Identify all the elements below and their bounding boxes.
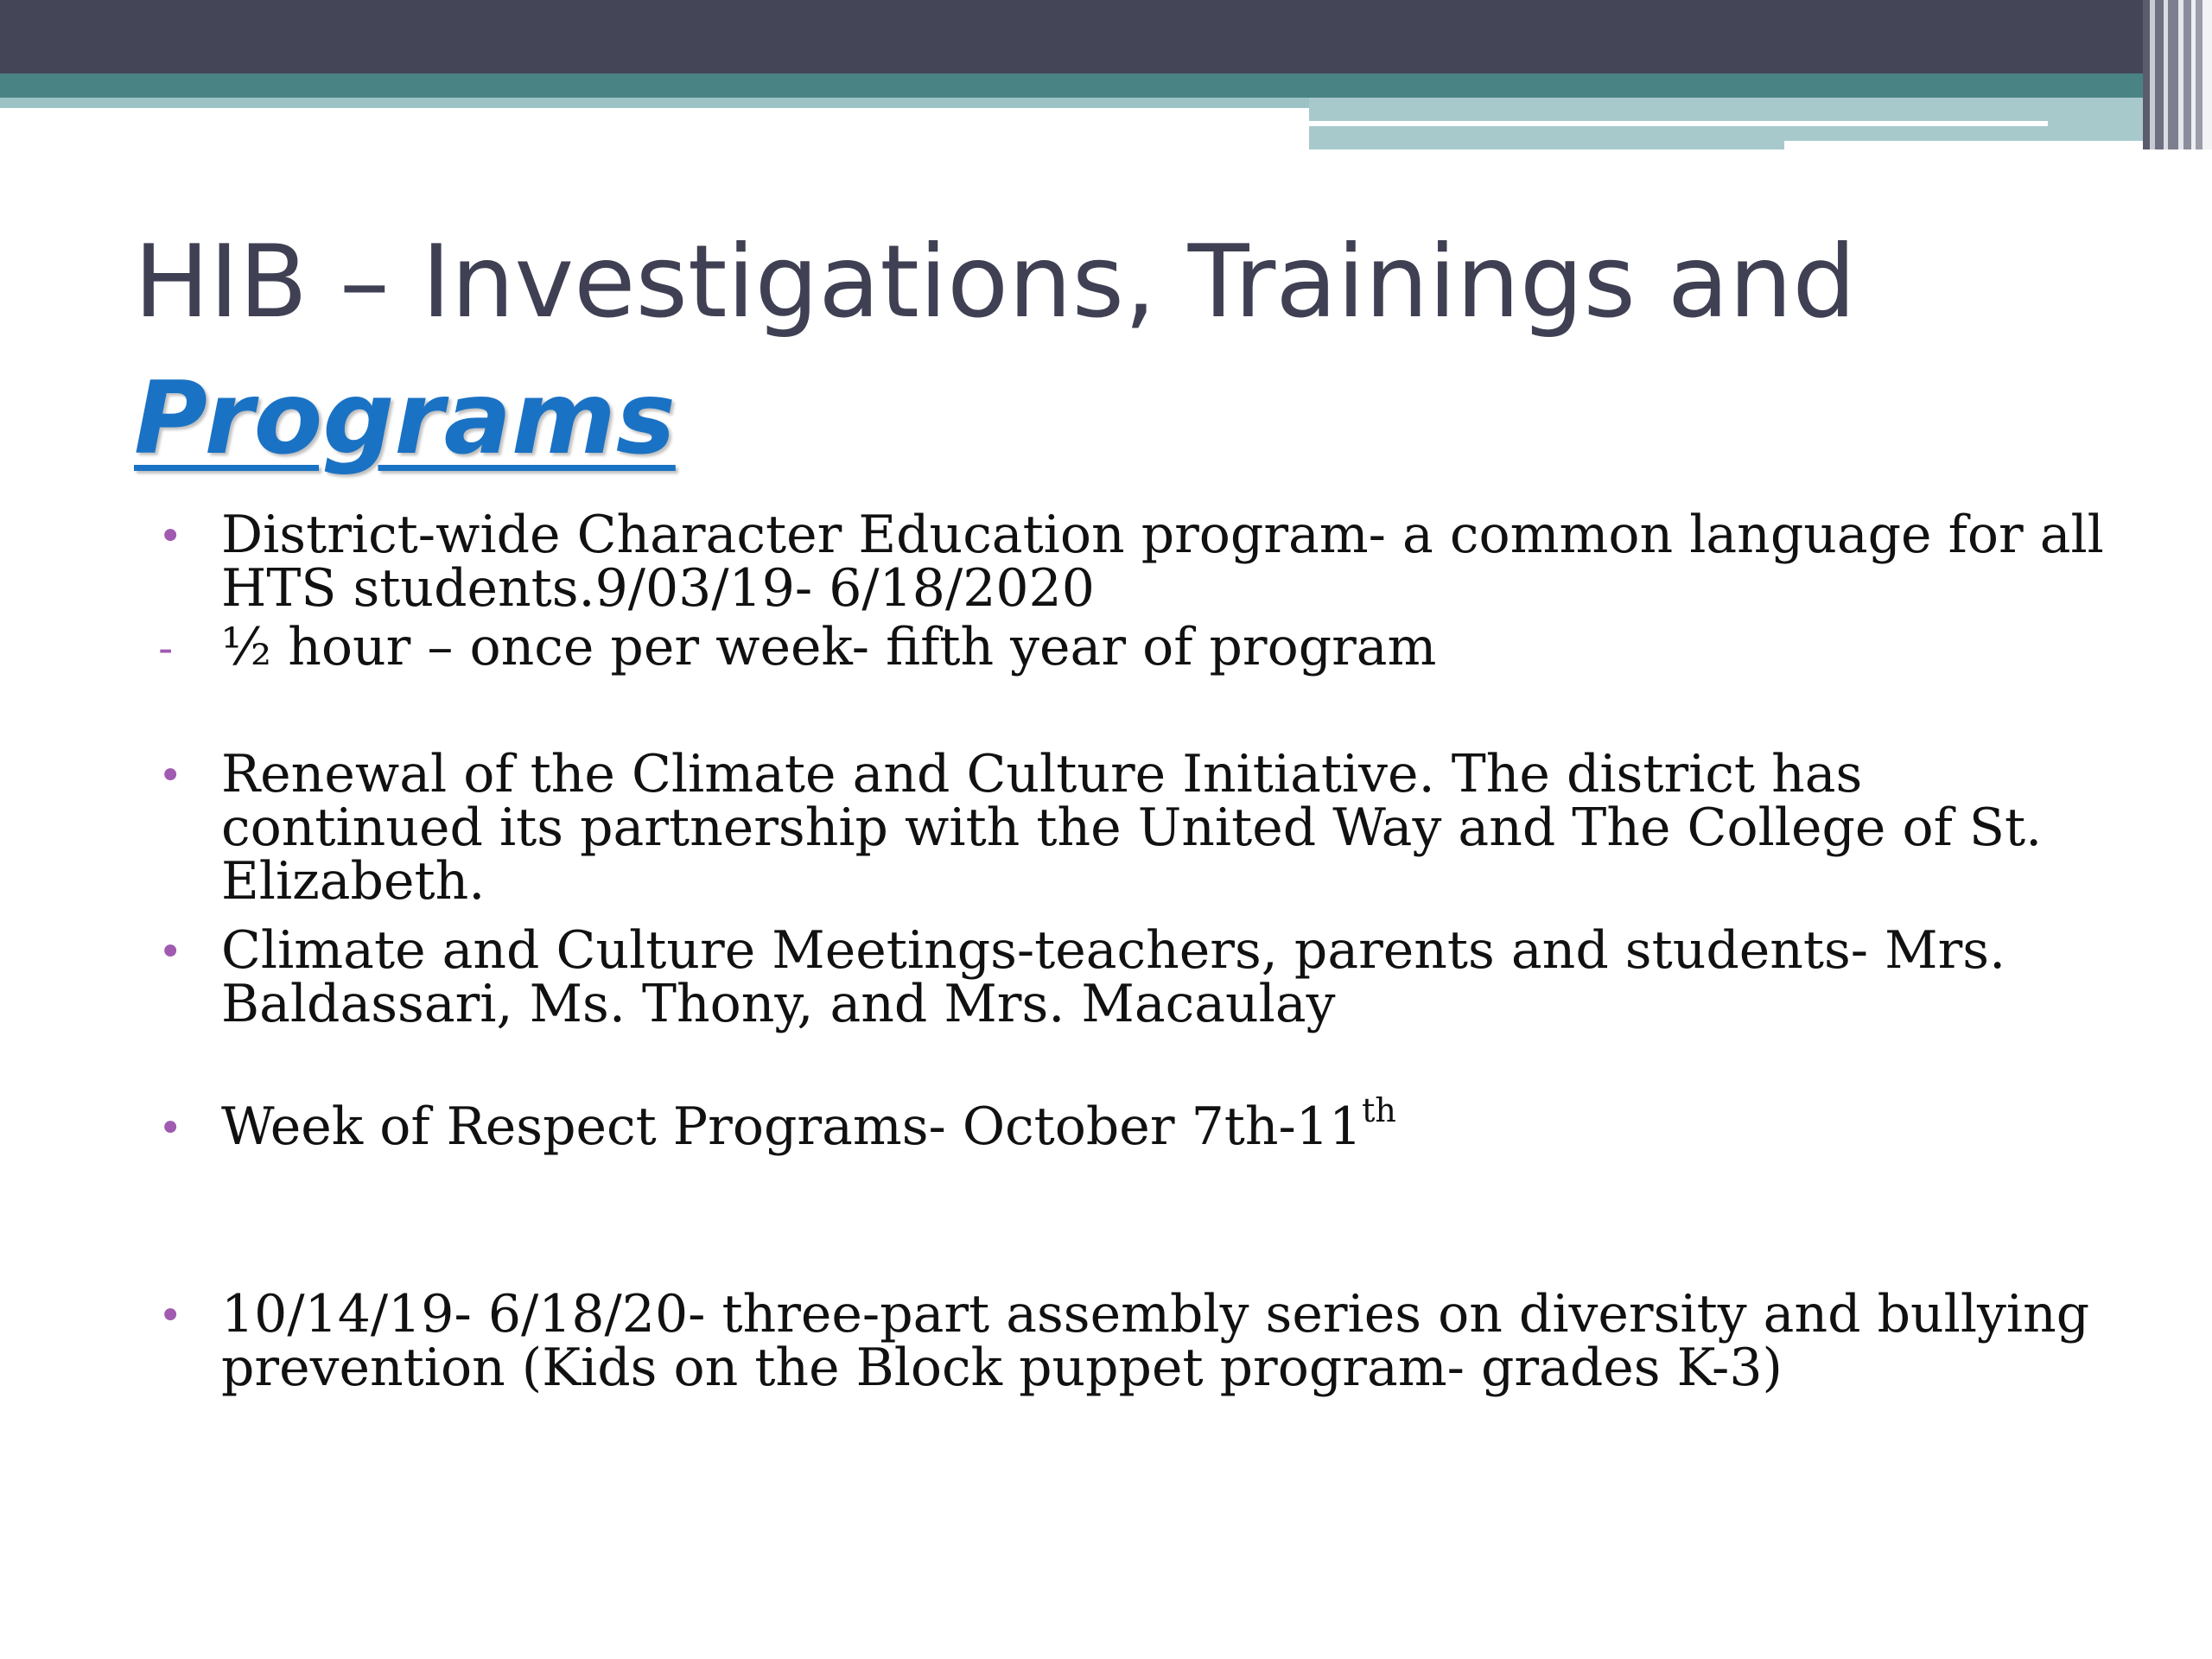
list-item-text: ½ hour – once per week- fifth year of program (221, 617, 1437, 677)
list-item (221, 920, 2122, 1034)
bullet-marker: • (158, 512, 183, 561)
list-item (221, 617, 2122, 677)
title-emphasis: Programs (134, 360, 676, 477)
list-item-text: 10/14/19- 6/18/20- three-part assembly series on diversity and bullying prevention (Kids on the Block puppet program- grades K-3) (221, 1284, 2090, 1398)
list-item (221, 505, 2122, 619)
list-item-text: Climate and Culture Meetings-teachers, parents and students- Mrs. Baldassari, Ms. Thony, and Mrs. Macaulay (221, 920, 2006, 1034)
title-main: HIB – Investigations, Trainings and (134, 224, 1857, 340)
list-item (221, 744, 2122, 912)
list-item-text: Renewal of the Climate and Culture Initiative. The district has continued its partnership with the United Way and The College of St. Elizabeth. (221, 744, 2043, 912)
list-item (221, 1284, 2122, 1398)
dash-marker: - (158, 625, 174, 673)
list-item-text: District-wide Character Education program- a common language for all HTS students.9/03/19- 6/18/2020 (221, 505, 2104, 619)
list-item-text: Week of Respect Programs- October 7th-11 (221, 1096, 1363, 1157)
list-item-superscript: th (1362, 1091, 1396, 1129)
bullet-marker: • (158, 752, 183, 800)
bullet-marker: • (158, 928, 183, 976)
bullet-marker: • (158, 1292, 183, 1340)
bullet-marker: • (158, 1104, 183, 1153)
list-item (221, 1091, 2122, 1157)
